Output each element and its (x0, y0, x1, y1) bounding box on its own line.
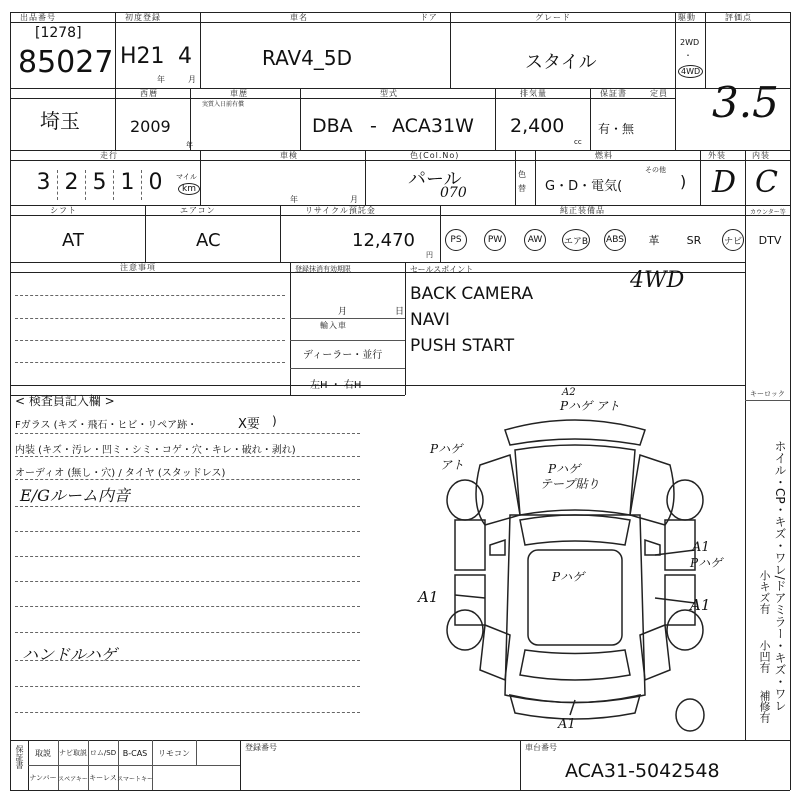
mileage-digit: 1 (114, 170, 142, 200)
equipment-sub: カウンター等 (750, 209, 786, 216)
displacement-unit: cc (574, 138, 582, 146)
color-change: 色替 (518, 170, 526, 193)
mileage-digit: 2 (58, 170, 86, 200)
equip-abs: ABS (604, 229, 626, 251)
sales-point-1: BACK CAMERA (410, 284, 534, 304)
year-header: 西暦 (140, 89, 158, 98)
bottom-manual: 取説 (35, 748, 51, 758)
shift-header: シフト (50, 206, 77, 215)
lot-number: 85027 (18, 45, 114, 80)
audio-line: オーディオ (無し・穴) / タイヤ (スタッドレス) (15, 468, 226, 479)
model-type-header: 型式 (380, 89, 398, 98)
warranty-value: 有・無 (598, 122, 635, 136)
chassis-header: 車台番号 (525, 743, 557, 752)
recycle-yen: 円 (426, 251, 433, 259)
fuel-other: その他 (645, 166, 666, 174)
mileage-digit: 3 (30, 170, 58, 200)
bottom-spare-key: スペアキー (58, 775, 88, 783)
mileage-digit: 5 (86, 170, 114, 200)
aircon-value: AC (196, 230, 221, 251)
sales-4wd: 4WD (630, 268, 685, 293)
bottom-navi-manual: ナビ取説 (59, 749, 87, 757)
color-header: 色(Col.No) (410, 151, 460, 160)
warranty-header: 保証書 (600, 89, 627, 98)
history-sub: 実質入日前有償 (202, 101, 245, 108)
damage-hood-tape: テープ貼り (540, 477, 600, 491)
capacity-header: 定員 (650, 89, 668, 98)
note-engine: E/Gルーム内音 (20, 486, 130, 505)
note-handle: ハンドルハゲ (22, 645, 117, 664)
recycle-value: 12,470 (352, 230, 415, 251)
damage-front: Pハゲ アト (560, 399, 620, 413)
sales-point-3: PUSH START (410, 336, 515, 356)
interior-line: 内装 (キズ・汚レ・凹ミ・シミ・コゲ・穴・キレ・破れ・剥れ) (15, 445, 296, 456)
damage-right-p: Pハゲ (690, 556, 723, 570)
damage-a1-right-top: A1 (692, 540, 710, 555)
bottom-smart-key: スマートキー (117, 775, 153, 783)
damage-a1-bottom: A1 (558, 717, 576, 732)
fuel-value: G・D・電気( (545, 179, 623, 194)
model-prefix: DBA (312, 115, 353, 137)
interior-value: C (755, 165, 778, 200)
color-value: パール (408, 169, 462, 190)
legend-col4: 補修有 (758, 690, 771, 723)
notes-header: 注意事項 (120, 263, 156, 272)
displacement-value: 2,400 (510, 115, 565, 137)
equip-sr: SR (686, 233, 702, 247)
mileage-digits (30, 170, 170, 200)
damage-hood-p: Pハゲ (548, 462, 581, 476)
drive-4wd: 4WD (678, 65, 703, 78)
color-no: 070 (440, 185, 467, 201)
grade-value: スタイル (525, 52, 597, 73)
drive-dot: ・ (684, 51, 692, 60)
mileage-mile: マイル (176, 173, 197, 181)
reg-day: 日 (395, 307, 405, 317)
glass-line: Fガラス (キズ・飛石・ヒビ・リペア跡・ (15, 420, 198, 431)
grade-header: グレード (535, 13, 571, 22)
glass-x: X要 (238, 417, 260, 432)
mileage-digit: 0 (148, 170, 163, 195)
exterior-header: 外装 (708, 151, 726, 160)
rating-value: 3.5 (712, 78, 779, 127)
equip-navi: ナビ (722, 229, 744, 251)
lot-header: 出品番号 (20, 13, 56, 22)
year-value: 2009 (130, 117, 171, 136)
aircon-header: エアコン (180, 206, 216, 215)
equip-pw: PW (484, 229, 506, 251)
year-nen: 年 (186, 141, 193, 149)
region: 埼玉 (40, 109, 80, 133)
legend-col2: 小キズ有 (758, 570, 771, 614)
bottom-remote: リモコン (158, 748, 190, 758)
import-header: 輸入車 (320, 321, 347, 330)
equip-aw: AW (524, 229, 546, 251)
sales-point-2: NAVI (410, 310, 450, 330)
first-reg-header: 初度登録 (125, 13, 161, 22)
mileage-header: 走行 (100, 151, 118, 160)
equip-airbag: エアB (562, 229, 590, 251)
mileage-km: km (178, 183, 200, 195)
damage-a2: A2 (562, 387, 576, 398)
first-reg-tsuki: 月 (188, 75, 196, 84)
shift-value: AT (62, 230, 84, 251)
first-reg-month: 4 (178, 44, 192, 69)
lot-bracket: [1278] (35, 25, 82, 41)
first-reg-nen: 年 (157, 75, 165, 84)
shaken-month: 月 (350, 195, 358, 204)
equipment-header: 純正装備品 (560, 206, 605, 215)
chassis-number: ACA31-5042548 (565, 760, 720, 782)
displacement-header: 排気量 (520, 89, 547, 98)
fuel-header: 燃料 (595, 151, 613, 160)
inspector-header: < 検査員記入欄 > (15, 394, 115, 408)
drive-2wd: 2WD (680, 38, 700, 47)
legend-col3: 小凹有 (758, 640, 771, 673)
reg-number-header: 登録番号 (245, 743, 277, 752)
damage-left-ato: アト (440, 458, 465, 472)
glass-close: ) (272, 414, 277, 428)
handle-side: 左H ・ 右H (310, 380, 362, 391)
fuel-close: ) (680, 172, 687, 191)
sales-point-header: セールスポイント (410, 265, 474, 274)
rating-header: 評価点 (725, 13, 752, 22)
damage-left-p: Pハゲ (430, 442, 463, 456)
history-header: 車歴 (230, 89, 248, 98)
car-name: RAV4_5D (262, 46, 353, 70)
reg-month: 月 (338, 307, 348, 317)
reg-limit-header: 登録抹消有効期限 (295, 265, 351, 273)
shaken-header: 車検 (280, 151, 298, 160)
model-code: ACA31W (392, 115, 474, 137)
shaken-year: 年 (290, 195, 298, 204)
drive-header: 駆動 (678, 13, 696, 22)
bottom-number: ナンバー (29, 774, 57, 782)
model-name-header: 車名 (290, 13, 308, 22)
legend-col1: ホイル・CP・キズ・ワレ/ドアミラー・キズ・ワレ (773, 440, 787, 712)
exterior-value: D (712, 165, 737, 200)
interior-header: 内装 (752, 151, 770, 160)
damage-a1-right-bottom: A1 (690, 596, 711, 614)
bottom-bcas: B-CAS (122, 748, 148, 758)
damage-a1-left: A1 (418, 588, 439, 606)
equip-leather: 革 (648, 234, 660, 247)
bottom-rom-sd: ロム/SD (89, 749, 117, 757)
equip-dtv: DTV (758, 233, 782, 247)
bottom-keyless: キーレス (89, 774, 117, 782)
bottom-side-label: 保証書 (15, 745, 24, 769)
model-dash: - (370, 115, 377, 137)
equip-ps: PS (445, 229, 467, 251)
key-lock-header: キーロック (750, 390, 785, 398)
recycle-header: リサイクル預託金 (305, 206, 376, 215)
import-dealer: ディーラー・並行 (303, 350, 383, 361)
doors-header: ドア (420, 13, 438, 22)
first-reg-era: H21 (120, 44, 165, 69)
damage-roof: Pハゲ (552, 570, 585, 584)
